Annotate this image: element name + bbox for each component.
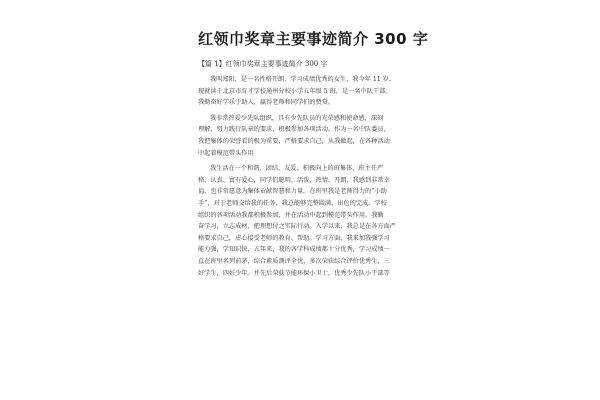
paragraph-line: 我勤奋好学乐于助人，赢得老师和同学们的赞赏。 xyxy=(198,99,335,107)
paragraph-2 xyxy=(198,113,410,159)
paragraph-line: 能力强，学知识快，五年来，我的各学科成绩都十分优秀，学习成绩一 xyxy=(198,246,390,254)
paragraph-line: 手”，对于老师交给我的任务，我总能够完整圆满，出色的完成。学校 xyxy=(198,199,387,207)
paragraph-line: 组织的各项活动我都积极参加，并在活动中起到模范带头作用。我勤 xyxy=(198,211,384,219)
paragraph-line: 奋学习，立志成材，把理想付之实际行动。入学以来，我总是在各方面严 xyxy=(198,223,396,231)
document-body xyxy=(198,28,429,283)
paragraph-line: 直在班里名列前茅，综合素质测评全优，多次荣获综合评价优秀生，三 xyxy=(198,257,390,265)
paragraph-line: 中起着模范带头作用 xyxy=(198,149,254,157)
paragraph-3 xyxy=(198,163,410,279)
paragraph-line: 福，也非常愿意为集体贡献智慧和力量。在班里我是老师得力的“小助 xyxy=(198,188,387,196)
paragraph-line: 好学生，四好少年。并先后荣获节能环保小卫士，优秀少先队小干部等 xyxy=(198,269,390,277)
paragraph-line: 格、认真、富有爱心，同学们聪明、活泼、热情、开朗，我感到非常幸 xyxy=(198,176,390,184)
section-label: 【篇 1】红领巾奖章主要事迹简介 300 字 xyxy=(198,60,328,68)
paragraph-line: 我生活在一个和谐、团结、友爱、积极向上的班集体，班主任严 xyxy=(210,165,384,173)
paragraph-line: 我非常热爱少先队组织，具有少先队员的光荣感和使命感，深刻 xyxy=(210,114,384,122)
paragraph-line: 我把集体的荣誉看的极为重要，严格要求自己，从我做起，在各种活动 xyxy=(198,137,390,145)
paragraph-line: 我叫郑阳，是一名性格开朗、学习成绩优秀的女生，我今年 11 岁， xyxy=(210,76,396,83)
paragraph-1 xyxy=(198,74,410,109)
paragraph-line: 理解、努力践行队章的要求，积极参加各项活动。作为一名中队委员， xyxy=(198,126,390,134)
document-title: 红领巾奖章主要事迹简介 300 字 xyxy=(198,30,429,48)
paragraph-line: 现就读于北京市育才学校通州分校小学五年级 5 班，是一名中队干部。 xyxy=(198,87,392,95)
paragraph-line: 格要求自己，虚心接受老师的教育、帮助。学习方面，我来加我强学习 xyxy=(198,234,390,242)
